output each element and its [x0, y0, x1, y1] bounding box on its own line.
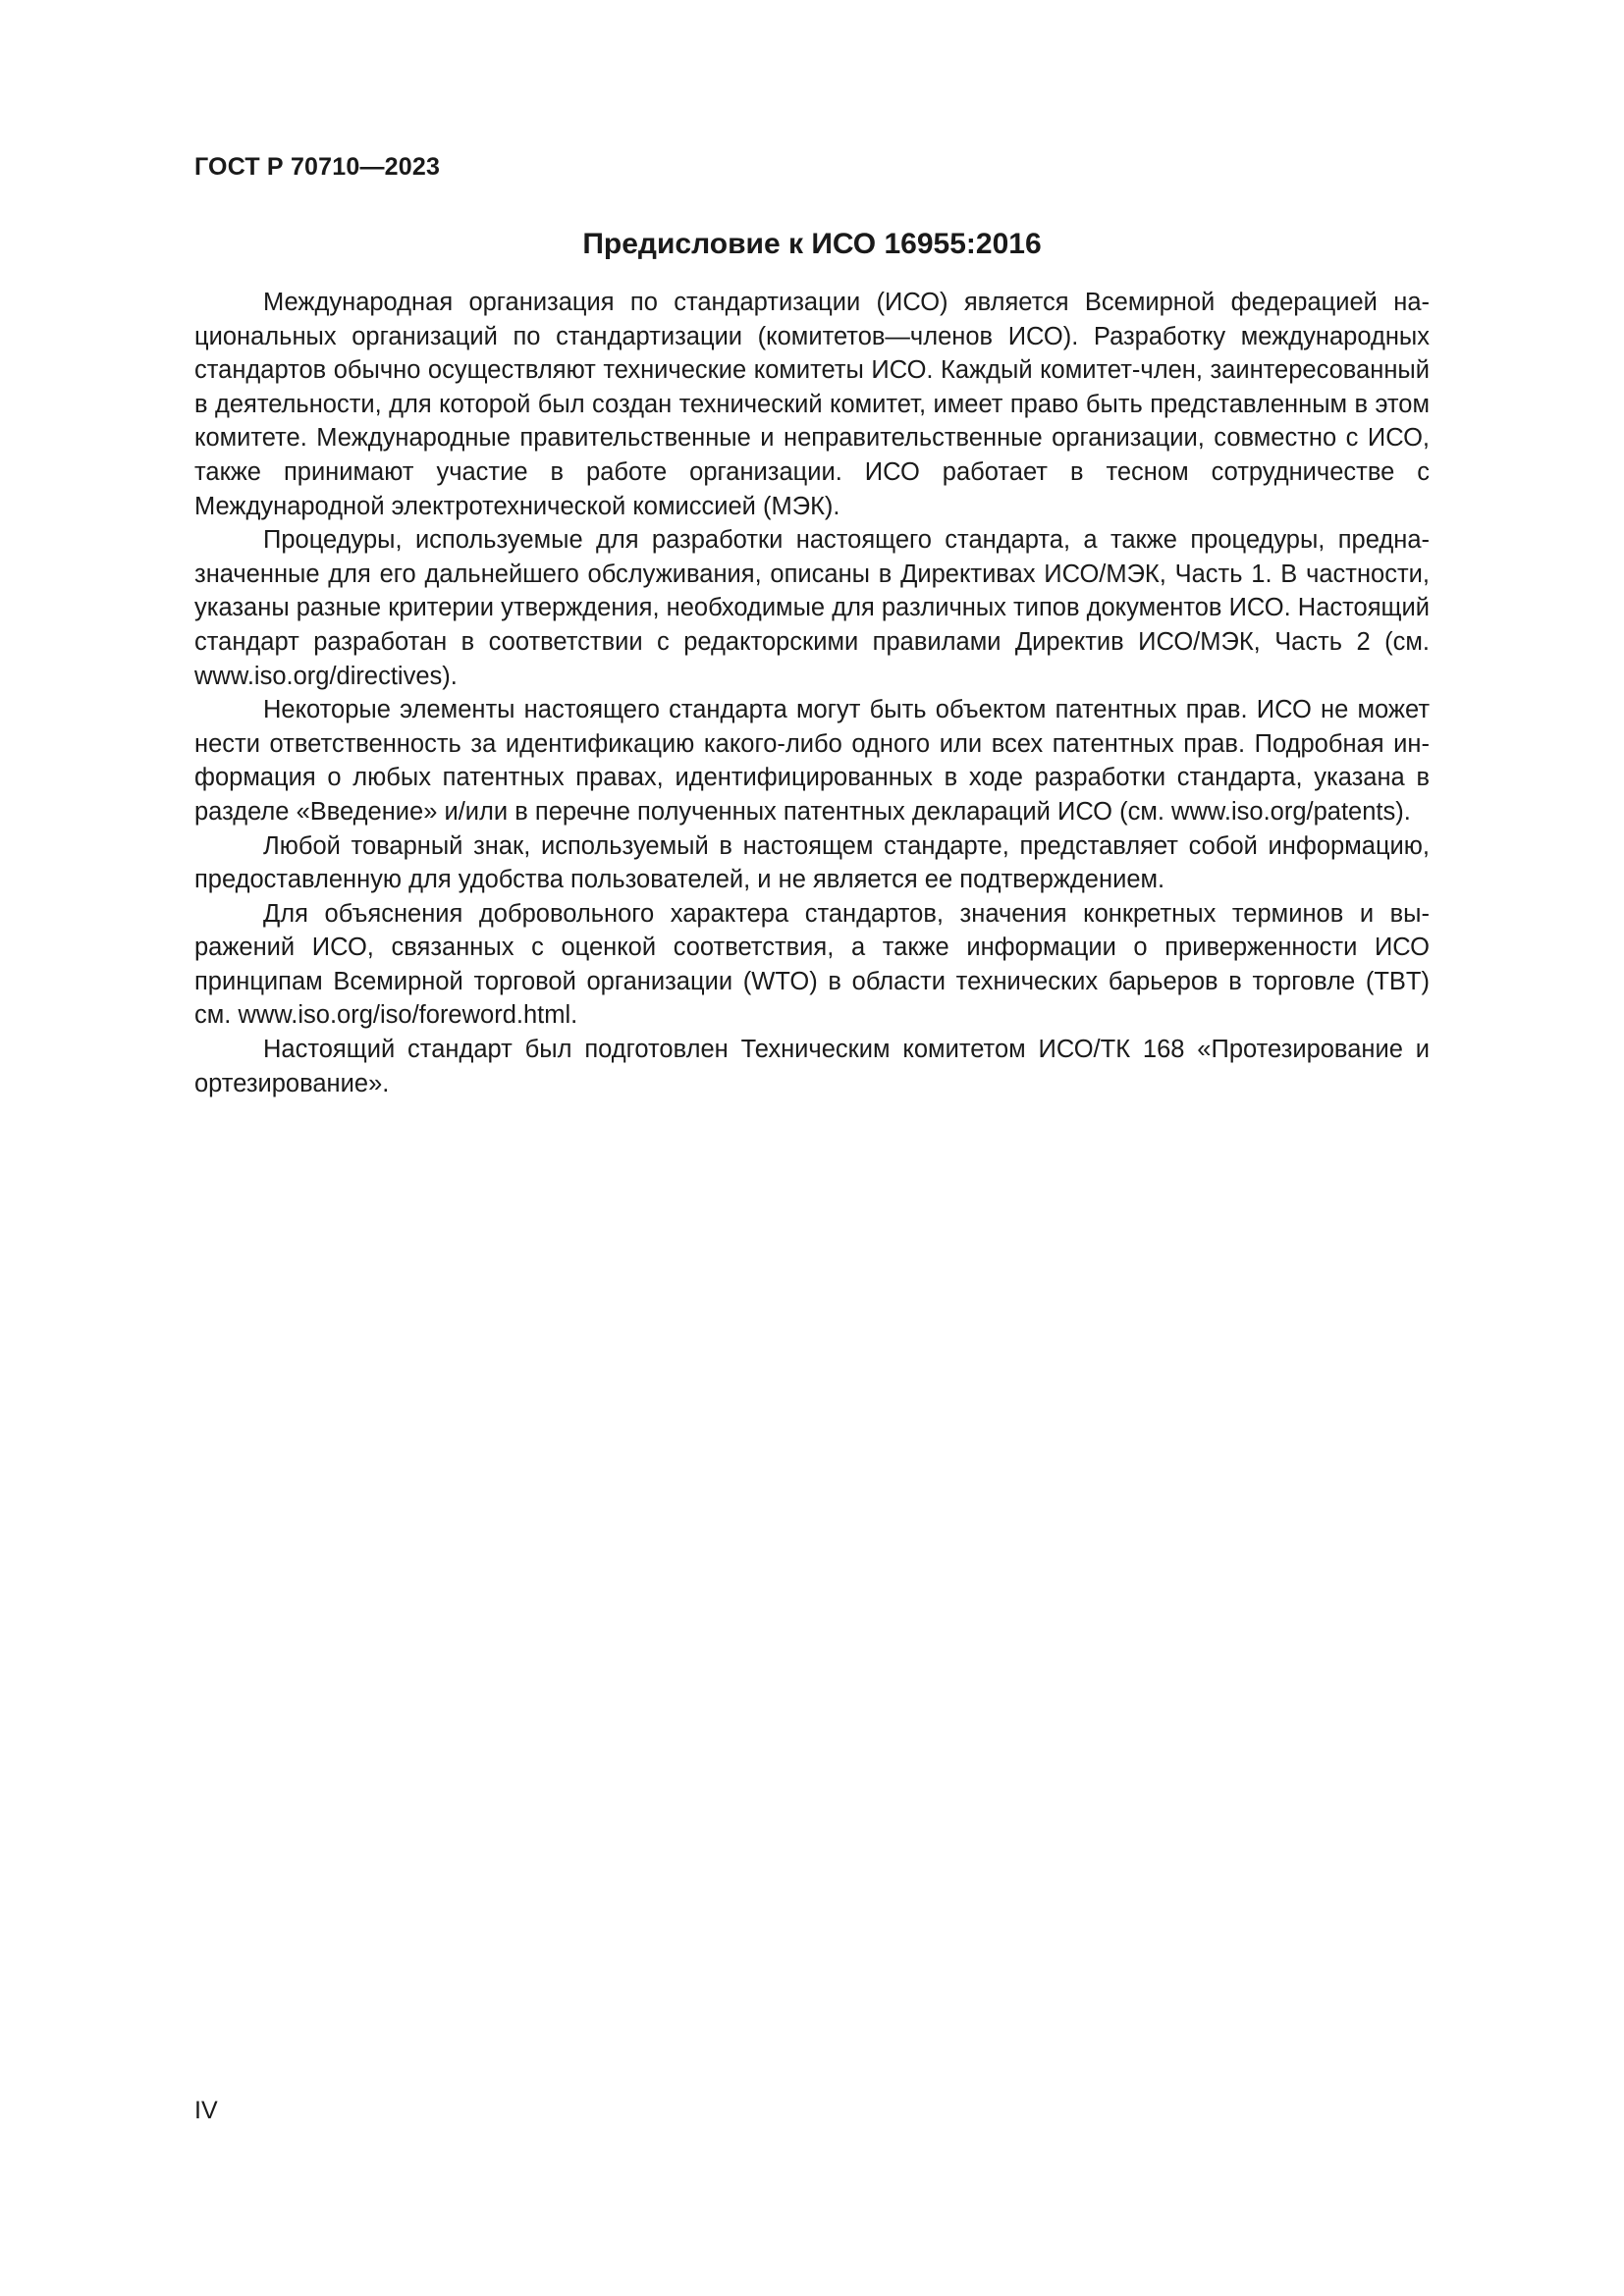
paragraph: Любой товарный знак, используемый в настоящем стандарте, представляет собой информацию, предоставленную для удобства пользователей, и не является ее подтверждением.: [194, 831, 1430, 894]
paragraph: Международная организация по стандартизации (ИСО) является Всемирной федерацией национальных организаций по стандартизации (комитетов—членов ИСО). Разработку международных стандартов обычно осуществляют технические комитеты ИСО. Каждый комитет-член, заинтересованный в деятельности, для которой был создан технический комитет, имеет право быть представленным в этом комитете. Международные правительственные и неправительственные организации, совместно с ИСО, также принимают участие в работе организации. ИСО работает в тесном сотрудничестве с Международной электротехнической комиссией (МЭК).: [194, 289, 1430, 520]
paragraph: Процедуры, используемые для разработки настоящего стандарта, а также процедуры, предназначенные для его дальнейшего обслуживания, описаны в Директивах ИСО/МЭК, Часть 1. В частности, указаны разные критерии утверждения, необходимые для различных типов документов ИСО. Настоящий стандарт разработан в соответствии с редакторскими правилами Директив ИСО/МЭК, Часть 2 (см. www.iso.org/directives).: [194, 526, 1430, 690]
document-header: ГОСТ Р 70710—2023: [194, 153, 441, 181]
page-number: IV: [194, 2097, 218, 2124]
foreword-body: [194, 286, 1430, 1100]
section-title: Предисловие к ИСО 16955:2016: [582, 228, 1042, 260]
paragraph: Для объяснения добровольного характера стандартов, значения конкретных терминов и выражений ИСО, связанных с оценкой соответствия, а также информации о приверженности ИСО принципам Всемирной торговой организации (WTO) в области технических барьеров в торговле (TBT) см. www.iso.org/iso/foreword.html.: [194, 899, 1430, 1030]
paragraph: Настоящий стандарт был подготовлен Техническим комитетом ИСО/ТК 168 «Протезирование и ортезирование».: [194, 1036, 1430, 1097]
paragraph: Некоторые элементы настоящего стандарта могут быть объектом патентных прав. ИСО не может нести ответственность за идентификацию какого-либо одного или всех патентных прав. Подробная информация о любых патентных правах, идентифицированных в ходе разработки стандарта, указана в разделе «Введение» и/или в перечне полученных патентных деклараций ИСО (см. www.iso.org/patents).: [194, 696, 1430, 826]
